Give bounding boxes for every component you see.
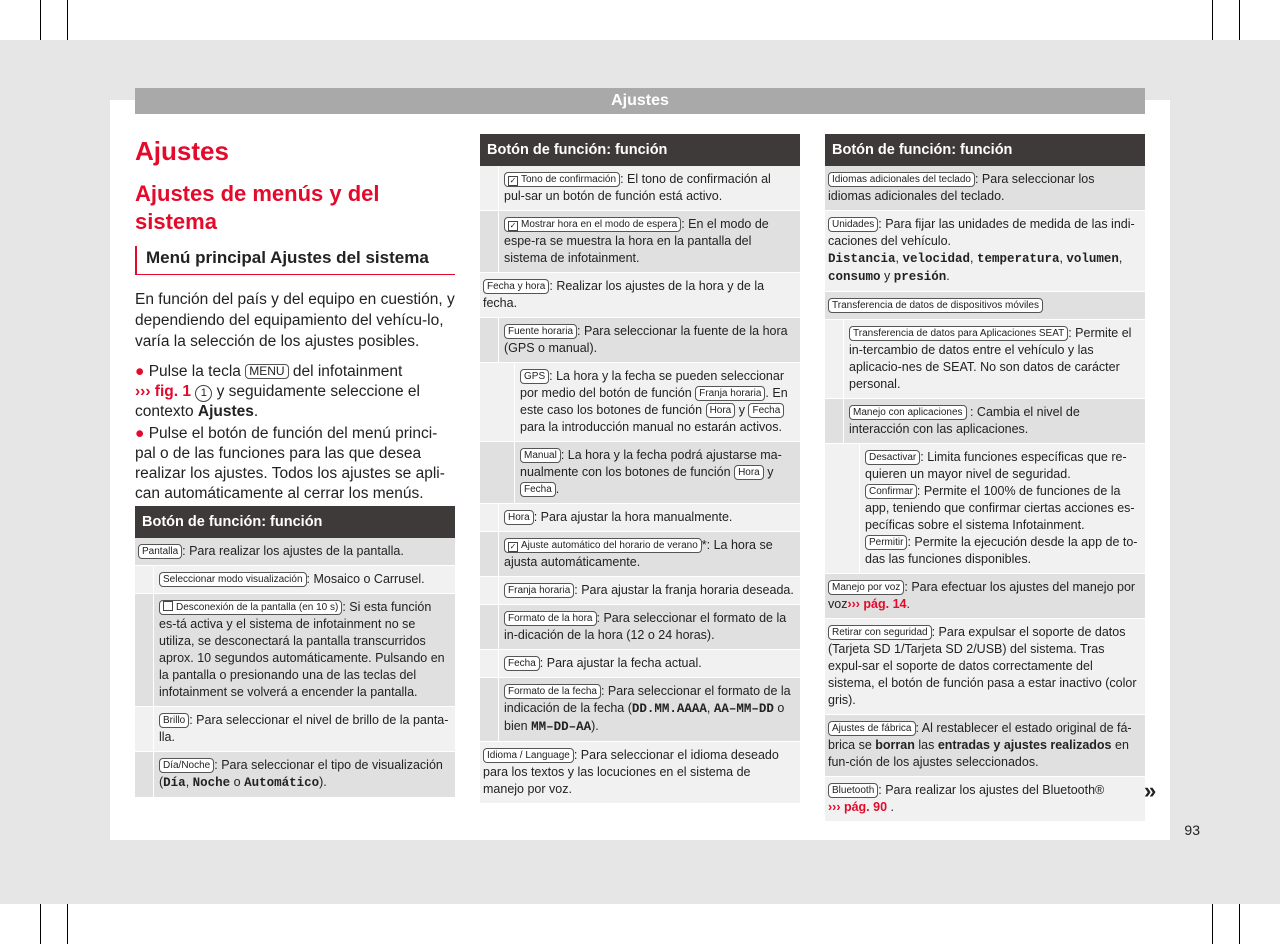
function-key: Fecha [504, 656, 540, 671]
function-key: Hora [734, 465, 764, 480]
table-row: Pantalla : Para realizar los ajustes de la pantalla. [135, 538, 455, 566]
pantalla-key: Pantalla [138, 544, 182, 559]
function-key: Hora [706, 403, 736, 418]
table-row: Formato de la hora : Para seleccionar el formato de la in-dicación de la hora (12 o 24 horas). [480, 605, 800, 650]
table-row: Idioma / Language : Para seleccionar el idioma deseado para los textos y las locuciones en el sistema de manejo por voz. [480, 742, 800, 804]
topic-title: Menú principal Ajustes del sistema [135, 246, 455, 275]
page-number: 93 [1184, 822, 1200, 838]
function-key: Formato de la hora [504, 611, 597, 626]
table-row: Bluetooth : Para realizar los ajustes del Bluetooth® ››› pág. 90 . [825, 777, 1145, 822]
checkbox-checked-icon: ✓ [509, 542, 517, 551]
function-key: Bluetooth [828, 783, 878, 798]
subsection-title: Ajustes de menús y del sistema [135, 181, 380, 234]
intro-paragraph: En función del país y del equipo en cuestión, y dependiendo del equipamiento del vehícu-lo, varía la selección de los ajustes posibles. [135, 291, 455, 350]
continue-mark: » [1144, 778, 1157, 803]
checkbox-empty-icon [163, 601, 173, 611]
table-row: Manejo por voz : Para efectuar los ajustes del manejo por voz››› pág. 14. [825, 574, 1145, 619]
table-row: Manual : La hora y la fecha podrá ajustarse ma-nualmente con los botones de función Hora y Fecha . [480, 442, 800, 504]
settings-table-3 [825, 134, 1145, 822]
function-key: Fecha y hora [483, 279, 549, 294]
function-key: Confirmar [865, 484, 917, 499]
table-row: Fuente horaria : Para seleccionar la fuente de la hora (GPS o manual). [480, 318, 800, 363]
table-row: Unidades : Para fijar las unidades de medida de las indi-caciones del vehículo. Distancia, velocidad, temperatura, volumen, consumo y presión. [825, 211, 1145, 292]
function-key: Fecha [520, 482, 556, 497]
table-row: Ajustes de fábrica : Al restablecer el estado original de fá-brica se borran las entradas y ajustes realizados en fun-ción de los ajustes seleccionados. [825, 715, 1145, 777]
function-key: Día/Noche [159, 758, 214, 773]
checkbox-checked-icon: ✓ [509, 221, 517, 230]
callout-number: 1 [195, 385, 212, 402]
table-row: Fecha y hora : Realizar los ajustes de la hora y de la fecha. [480, 273, 800, 318]
function-key: Hora [504, 510, 534, 525]
column-1 [135, 130, 455, 506]
function-key: Manejo con aplicaciones [849, 405, 967, 420]
function-key: Fuente horaria [504, 324, 577, 339]
table-row: Brillo : Para seleccionar el nivel de brillo de la panta-lla. [135, 707, 455, 752]
function-key: Franja horaria [504, 583, 574, 598]
function-key: ✓ Mostrar hora en el modo de espera [504, 217, 681, 232]
function-key: Idiomas adicionales del teclado [828, 172, 975, 187]
table-row: Retirar con seguridad : Para expulsar el soporte de datos (Tarjeta SD 1/Tarjeta SD 2/USB) del sistema. Tras expul-sar el soporte de datos correctamente del sistema, el botón de función pasa a estar inactivo (color gris). [825, 619, 1145, 715]
running-header: Ajustes [135, 88, 1145, 114]
menu-key: MENU [245, 364, 288, 379]
table-header: Botón de función: función [480, 134, 800, 166]
table-row: Día/Noche : Para seleccionar el tipo de visualización (Día, Noche o Automático). [135, 752, 455, 798]
settings-table-2 [480, 134, 800, 804]
table-row: ✓ Tono de confirmación : El tono de confirmación al pul-sar un botón de función está activo. [480, 166, 800, 211]
table-row: Hora : Para ajustar la hora manualmente. [480, 504, 800, 532]
function-key: Manejo por voz [828, 580, 904, 595]
settings-table-1 [135, 506, 455, 798]
table-row: Idiomas adicionales del teclado : Para seleccionar los idiomas adicionales del teclado. [825, 166, 1145, 211]
function-key: Franja horaria [695, 386, 765, 401]
function-key: Seleccionar modo visualización [159, 572, 307, 587]
table-header: Botón de función: función [135, 506, 455, 538]
table-row: Seleccionar modo visualización : Mosaico o Carrusel. [135, 566, 455, 594]
function-key: Manual [520, 448, 561, 463]
table-row: Desactivar : Limita funciones específicas que re-quieren un mayor nivel de seguridad. Confirmar : Permite el 100% de funciones de la app, teniendo que confirmar ciertas acciones es-pecíficas sobre el sistema Infotainment. Permitir : Permite la ejecución desde la app de to-das las funciones disponibles. [825, 444, 1145, 574]
table-row: Transferencia de datos para Aplicaciones SEAT : Permite el in-tercambio de datos entre el vehículo y las aplicacio-nes de SEAT. No son datos de carácter personal. [825, 320, 1145, 399]
function-key: ✓ Ajuste automático del horario de verano [504, 538, 702, 553]
page-reference[interactable]: ››› pág. 90 [828, 800, 888, 814]
bullet-2: ● Pulse el botón de función del menú princi-pal o de las funciones para las que desea realizar los ajustes. Todos los ajustes se apli-can automáticamente al cerrar los menús. [135, 425, 445, 502]
function-key: Fecha [748, 403, 784, 418]
section-title: Ajustes [135, 136, 229, 166]
figure-reference[interactable]: ››› fig. 1 [135, 383, 191, 400]
table-row: ✓ Mostrar hora en el modo de espera : En el modo de espe-ra se muestra la hora en la pantalla del sistema de infotainment. [480, 211, 800, 273]
checkbox-checked-icon: ✓ [509, 176, 517, 185]
table-row: Manejo con aplicaciones : Cambia el nivel de interacción con las aplicaciones. [825, 399, 1145, 444]
table-row: Formato de la fecha : Para seleccionar el formato de la indicación de la fecha (DD.MM.AAAA, AA–MM–DD o bien MM–DD–AA). [480, 678, 800, 742]
table-row: Desconexión de la pantalla (en 10 s) : Si esta función es-tá activa y el sistema de infotainment no se utiliza, se desconectará la pantalla transcurridos aprox. 10 segundos automáticamente. Pulsando en la pantalla o presionando una de las teclas del infotainment se volverá a encender la pantalla. [135, 594, 455, 707]
table-row: Franja horaria : Para ajustar la franja horaria deseada. [480, 577, 800, 605]
function-key: ✓ Tono de confirmación [504, 172, 620, 187]
function-key: Desactivar [865, 450, 920, 465]
function-key: Ajustes de fábrica [828, 721, 916, 736]
function-key: Desconexión de la pantalla (en 10 s) [159, 600, 342, 615]
table-header: Botón de función: función [825, 134, 1145, 166]
table-row: ✓ Ajuste automático del horario de verano *: La hora se ajusta automáticamente. [480, 532, 800, 577]
page-reference[interactable]: ››› pág. 14 [847, 597, 907, 611]
function-key: Formato de la fecha [504, 684, 601, 699]
function-key: Unidades [828, 217, 878, 232]
function-key: Transferencia de datos para Aplicaciones SEAT [849, 326, 1068, 341]
function-key: Permitir [865, 535, 907, 550]
function-key: Transferencia de datos de dispositivos móviles [828, 298, 1043, 313]
function-key: Brillo [159, 713, 189, 728]
table-row [825, 292, 1145, 320]
function-key: Retirar con seguridad [828, 625, 932, 640]
function-key: Idioma / Language [483, 748, 574, 763]
function-key: GPS [520, 369, 549, 384]
bullet-1: ● Pulse la tecla MENU del infotainment ››› fig. 1 1 y seguidamente seleccione el contexto Ajustes. [135, 363, 420, 420]
table-row: Fecha : Para ajustar la fecha actual. [480, 650, 800, 678]
table-row: GPS : La hora y la fecha se pueden seleccionar por medio del botón de función Franja horaria . En este caso los botones de función Hora y Fecha para la introducción manual no estarán activos. [480, 363, 800, 442]
